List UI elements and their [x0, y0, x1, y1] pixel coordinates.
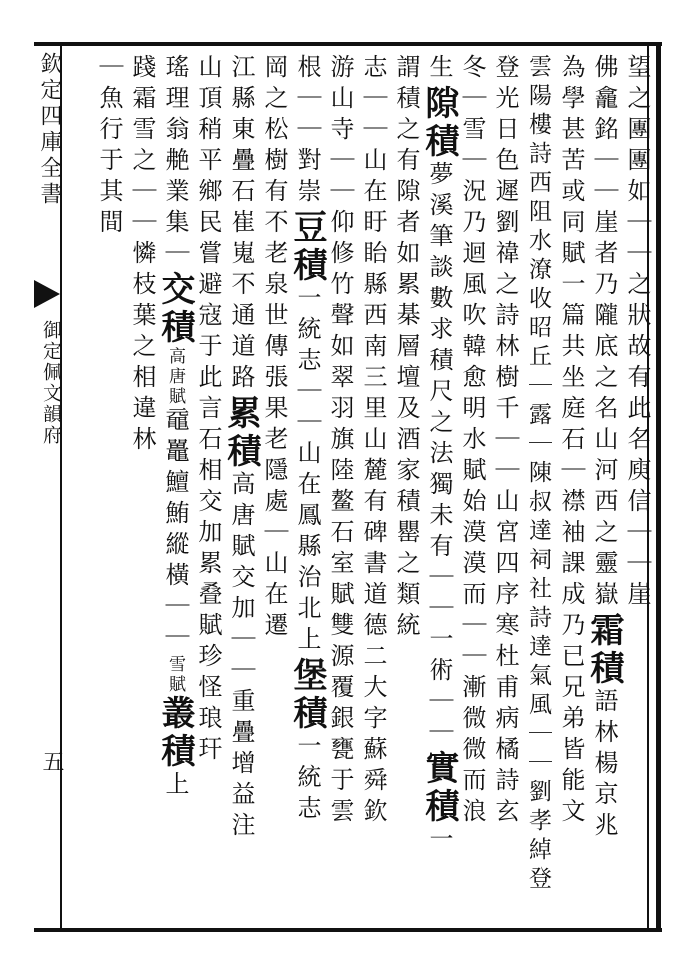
column-text: 黿鼉鱣鮪縱橫｜｜ [161, 407, 189, 655]
page-number: 五 [39, 750, 64, 776]
source-note: 雪賦 [165, 655, 185, 695]
column-text: 根｜｜對崇 [293, 54, 321, 209]
text-column [457, 54, 487, 829]
column-text: 為學甚苦或同賦一篇共坐庭石｜襟袖課成乃已 [557, 54, 585, 674]
column-text: 有不老泉世傳張果老隱處 [260, 178, 288, 519]
text-column [358, 54, 388, 829]
column-text: 一統志 [293, 733, 321, 826]
column-text: 統 [392, 612, 420, 643]
column-text: 一 [425, 826, 453, 857]
column-text: 游山寺｜｜仰修竹聲如翠羽旗陸鳌石室賦雙源覆銀甕于雲 [326, 54, 354, 829]
column-text: 生 [425, 54, 453, 85]
column-text: 兄弟皆能文 [557, 674, 585, 829]
text-column [221, 54, 261, 843]
column-text: 佛龕銘｜｜崖者乃隴底之名山河西之靈嶽 [590, 54, 618, 612]
text-column [391, 54, 421, 643]
column-text: 語林楊京兆 [590, 688, 618, 843]
text-column [622, 54, 652, 612]
text-column [490, 54, 520, 829]
column-text: 瑤理翁艴業集｜ [161, 54, 189, 271]
column-text: 謂積之有隙者如累棊層壇及酒家積罌之類 [392, 54, 420, 612]
frame-bottom-rule [34, 928, 662, 932]
text-column [419, 54, 459, 857]
text-column [325, 54, 355, 829]
fish-tail-mark [34, 280, 60, 308]
text-column [556, 54, 586, 829]
frame-top-rule [34, 42, 662, 46]
column-text: 林 [128, 426, 156, 457]
entry-heading: 叢積 [155, 695, 195, 771]
column-text: 岡之松樹 [260, 54, 288, 178]
column-text: 山頂稍平鄉民嘗避寇于此 [194, 54, 222, 395]
entry-heading: 累積 [221, 395, 261, 471]
column-text: 雲陽樓詩西阻水潦收昭丘｜露｜陳叔達祠社詩達氣風｜｜劉孝綽登 [525, 54, 551, 895]
frame-right-rule [656, 42, 661, 932]
text-column [259, 54, 289, 643]
entry-heading: 霜積 [584, 612, 624, 688]
text-column [94, 54, 124, 240]
column-text: 江縣東疊石崔嵬不通道路 [227, 54, 255, 395]
source-note: 高唐賦 [165, 347, 185, 407]
entry-heading: 隙積 [419, 85, 459, 161]
column-text: ｜魚行于其間 [95, 54, 123, 240]
column-text: 上 [161, 771, 189, 802]
column-text: ｜山在遷 [260, 519, 288, 643]
column-text: 冬｜雪｜況乃迴風吹韓愈明水賦始漠漠而｜｜漸微微而浪 [458, 54, 486, 829]
text-column [155, 54, 195, 802]
margin-book-title: 御定佩文韻府 [40, 320, 62, 446]
entry-heading: 豆積 [287, 209, 327, 285]
column-text: 望之團團如｜｜之狀故有此名庾信｜｜崖 [623, 54, 651, 612]
column-text: 夢溪筆談數求積尺之法獨未有｜｜一術｜｜ [425, 161, 453, 750]
entry-heading: 交積 [155, 271, 195, 347]
column-text: 一統志｜｜山在鳳縣治北上 [293, 285, 321, 657]
text-column [193, 54, 223, 767]
column-text: 言石相交加累叠賦珍怪琅玕 [194, 395, 222, 767]
column-text: 踐霜雪之｜｜憐枝葉之相違 [128, 54, 156, 426]
entry-heading: 堡積 [287, 657, 327, 733]
text-column [584, 54, 624, 843]
column-text: 高唐賦交加｜｜重疊增益注 [227, 471, 255, 843]
column-text: 志｜｜山在盱眙縣西南三里山麓有碑書道德二大字蘇舜欽 [359, 54, 387, 829]
column-text: 登光日色遲劉禕之詩林樹千｜｜山宮四序寒杜甫病橘詩玄 [491, 54, 519, 829]
entry-heading: 實積 [419, 750, 459, 826]
text-column [523, 54, 553, 895]
text-column [287, 54, 327, 826]
text-column [127, 54, 157, 457]
margin-collection-title: 欽定四庫全書 [37, 52, 62, 208]
